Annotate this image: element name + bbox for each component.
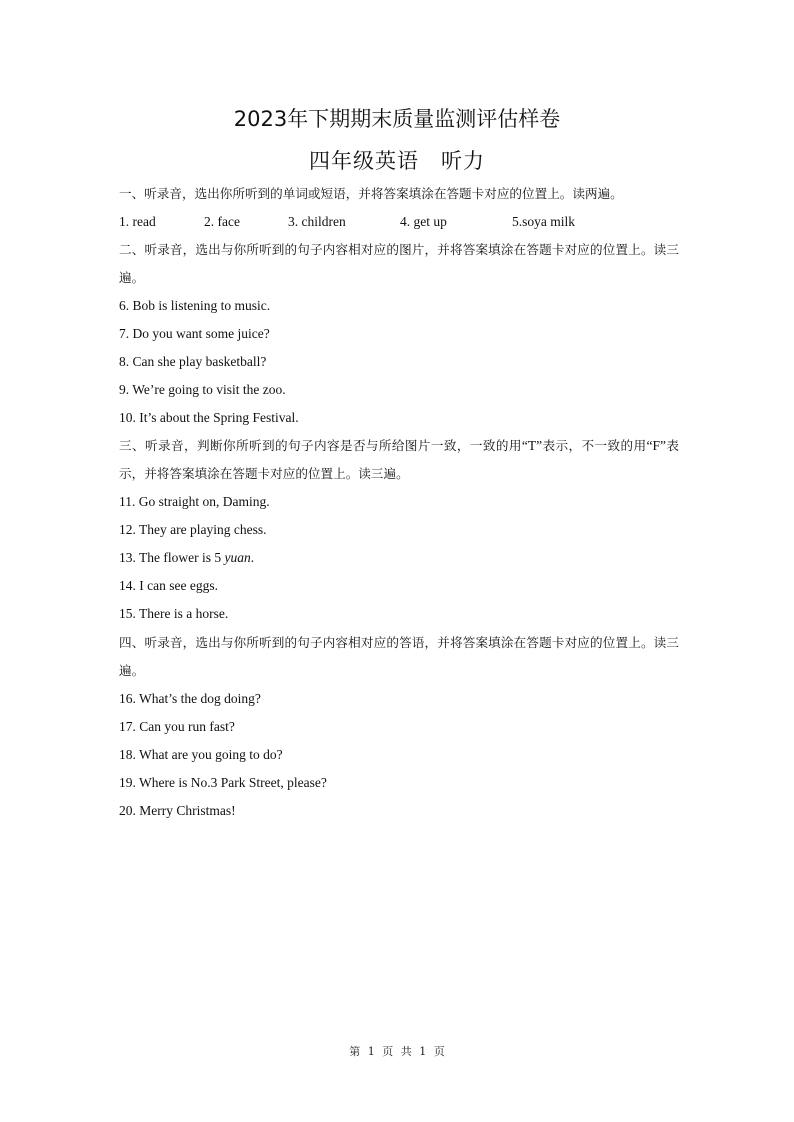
word-item: 3. children <box>288 214 346 229</box>
italic-word: yuan <box>224 550 251 565</box>
section1-heading: 一、听录音，选出你所听到的单词或短语，并将答案填涂在答题卡对应的位置上。读两遍。 <box>119 186 623 201</box>
word-item: 1. read <box>119 214 156 229</box>
section3-heading: 三、听录音，判断你所听到的句子内容是否与所给图片一致，一致的用“T”表示，不一致的用“F”表示，并将答案填涂在答题卡对应的位置上。读三遍。 <box>119 438 680 481</box>
sentence-item: 17. Can you run fast? <box>119 719 235 734</box>
sentence-item: 7. Do you want some juice? <box>119 326 270 341</box>
section4-heading: 四、听录音，选出与你所听到的句子内容相对应的答语，并将答案填涂在答题卡对应的位置上。读三遍。 <box>119 635 679 678</box>
sentence-item: 6. Bob is listening to music. <box>119 298 271 313</box>
sentence-item: 9. We’re going to visit the zoo. <box>119 382 286 397</box>
section1-word-row <box>119 214 679 232</box>
sentence-item: 19. Where is No.3 Park Street, please? <box>119 775 327 790</box>
page-footer: 第 1 页 共 1 页 <box>349 1045 445 1058</box>
sentence-item: 10. It’s about the Spring Festival. <box>119 410 299 425</box>
word-item: 2. face <box>204 214 240 229</box>
sentence-item: 18. What are you going to do? <box>119 747 283 762</box>
sentence-item: 15. There is a horse. <box>119 606 229 621</box>
word-item: 4. get up <box>400 214 447 229</box>
sentence-item: 8. Can she play basketball? <box>119 354 267 369</box>
sentence-item: 20. Merry Christmas! <box>119 803 236 818</box>
exam-subtitle: 四年级英语 听力 <box>309 149 485 173</box>
sentence-item: 13. The flower is 5 yuan. <box>119 550 255 565</box>
word-item: 5.soya milk <box>512 214 575 229</box>
exam-title: 2023年下期期末质量监测评估样卷 <box>233 107 561 131</box>
sentence-item: 11. Go straight on, Daming. <box>119 494 270 509</box>
section2-heading: 二、听录音，选出与你所听到的句子内容相对应的图片，并将答案填涂在答题卡对应的位置上。读三遍。 <box>119 242 679 285</box>
sentence-item: 14. I can see eggs. <box>119 578 218 593</box>
sentence-item: 16. What’s the dog doing? <box>119 691 261 706</box>
sentence-item: 12. They are playing chess. <box>119 522 267 537</box>
